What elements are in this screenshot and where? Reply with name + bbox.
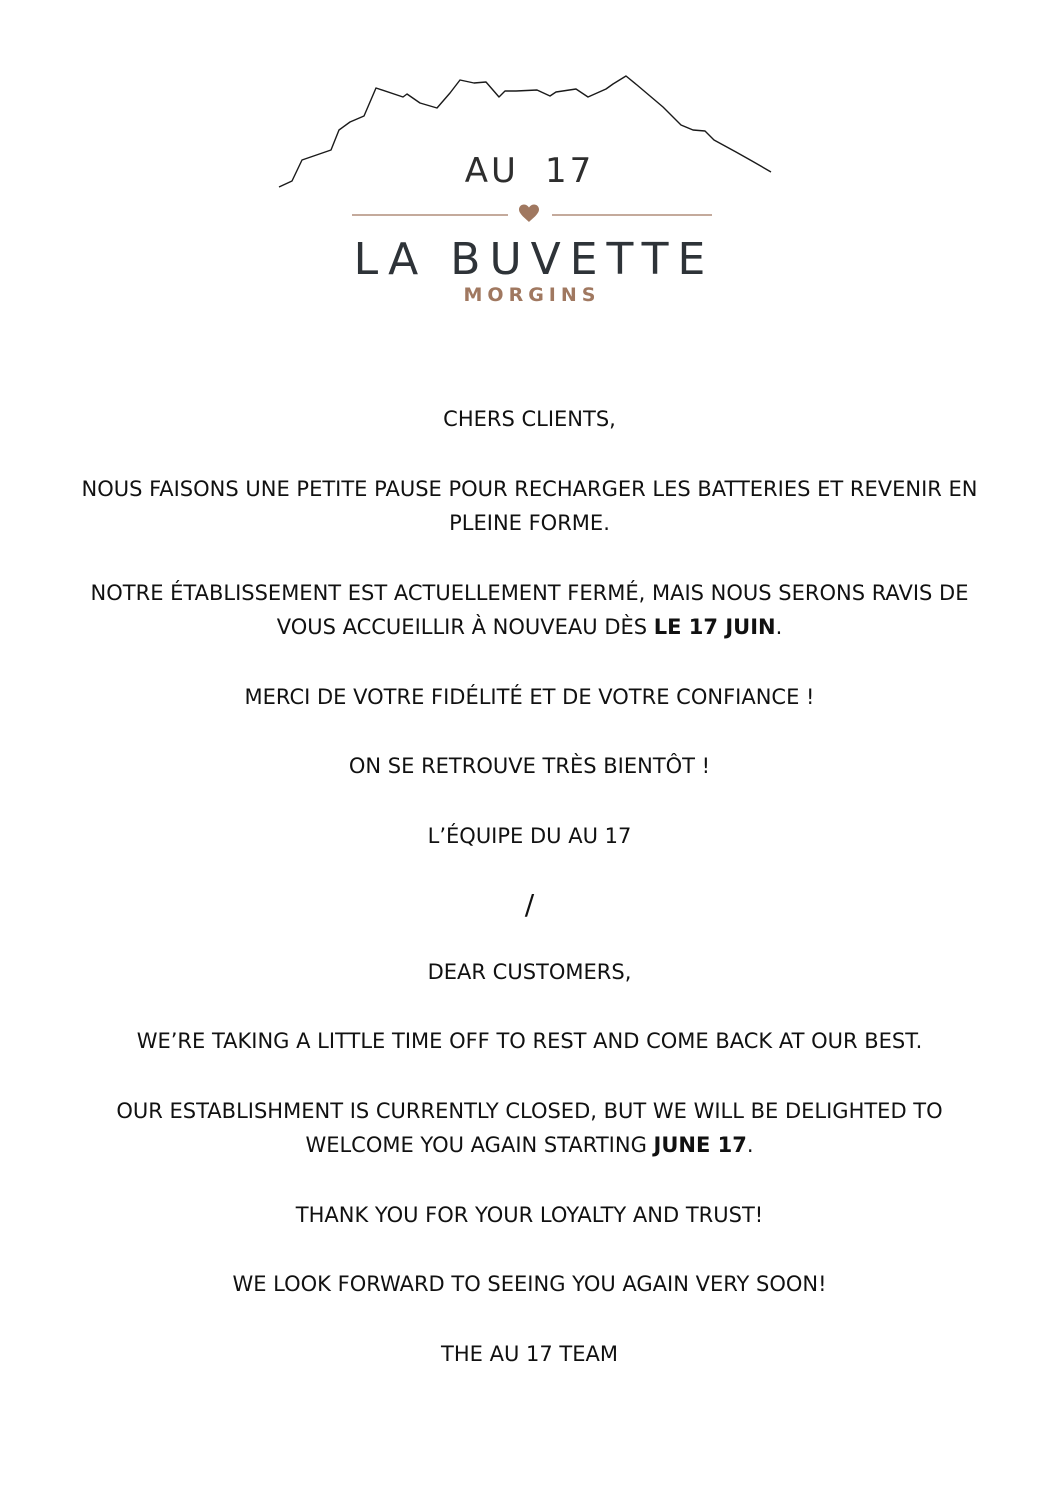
- english-closed-period: .: [746, 1133, 754, 1157]
- french-see-you: ON SE RETROUVE TRÈS BIENTÔT !: [348, 754, 711, 778]
- notice-text: [80, 402, 979, 1406]
- logo-au-text: AU: [464, 151, 519, 191]
- french-closed-text: NOTRE ÉTABLISSEMENT EST ACTUELLEMENT FERMÉ, MAIS NOUS SERONS RAVIS DE VOUS ACCUEILLIR À NOUVEAU DÈS: [90, 580, 969, 639]
- english-closed-text: OUR ESTABLISHMENT IS CURRENTLY CLOSED, BUT WE WILL BE DELIGHTED TO WELCOME YOU AGAIN STARTING: [116, 1098, 943, 1157]
- french-closed-period: .: [775, 615, 783, 639]
- logo-morgins-text: MORGINS: [463, 284, 601, 306]
- french-paragraph-pause: NOUS FAISONS UNE PETITE PAUSE POUR RECHARGER LES BATTERIES ET REVENIR EN PLEINE FORME.: [81, 476, 978, 535]
- english-signature: THE AU 17 TEAM: [441, 1341, 618, 1366]
- logo-la-buvette-text: LA BUVETTE: [353, 234, 715, 285]
- english-thanks: THANK YOU FOR YOUR LOYALTY AND TRUST!: [295, 1202, 764, 1227]
- logo-17-text: 17: [544, 151, 595, 191]
- french-signature: L’ÉQUIPE DU AU 17: [427, 823, 632, 848]
- french-thanks: MERCI DE VOTRE FIDÉLITÉ ET DE VOTRE CONFIANCE !: [244, 684, 815, 709]
- language-divider: /: [524, 888, 535, 921]
- heart-icon: [519, 205, 539, 223]
- french-reopen-date: LE 17 JUIN: [653, 615, 776, 639]
- english-greeting: DEAR CUSTOMERS,: [427, 959, 632, 984]
- english-paragraph-closed: [80, 1094, 979, 1163]
- english-reopen-date: JUNE 17: [653, 1133, 747, 1157]
- french-paragraph-closed: [80, 576, 979, 645]
- english-paragraph-time-off: WE’RE TAKING A LITTLE TIME OFF TO REST AND COME BACK AT OUR BEST.: [136, 1029, 923, 1053]
- english-see-you: WE LOOK FORWARD TO SEEING YOU AGAIN VERY SOON!: [232, 1272, 827, 1296]
- french-greeting: CHERS CLIENTS,: [443, 407, 616, 431]
- au17-la-buvette-logo: [0, 0, 1059, 330]
- logo-au17-text: [0, 151, 1059, 191]
